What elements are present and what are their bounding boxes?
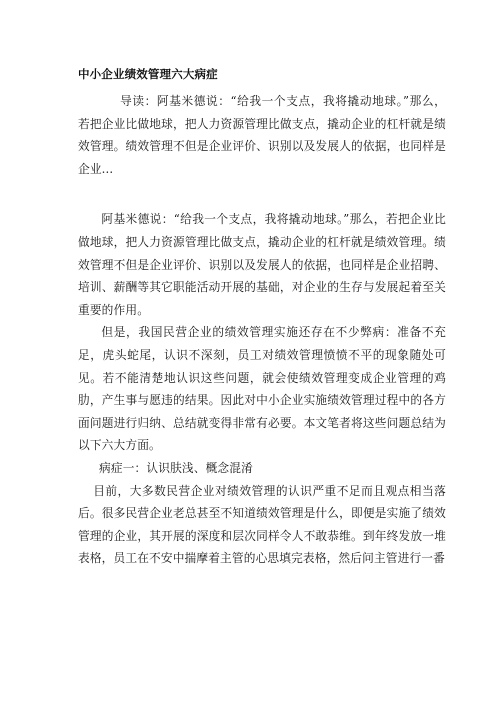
body-paragraph-2: 但是，我国民营企业的绩效管理实施还存在不少弊病：准备不充足，虎头蛇尾，认识不深刻，员工对绩效管理愤愤不平的现象随处可见。若不能清楚地认识这些问题，就会使绩效管理变成企业管理的鸡肋，产生事与愿违的结果。因此对中小企业实施绩效管理过程中的各方面问题进行归纳、总结就变得非常有必要。本文笔者将这些问题总结为以下六大方面。	[78, 325, 446, 453]
section-paragraph-1: 目前，大多数民营企业对绩效管理的认识严重不足而且观点相当落后。很多民营企业老总甚至不知道绩效管理是什么，即便是实施了绩效管理的企业，其开展的深度和层次同样令人不敢恭维。到年终发放一堆表格，员工在不安中揣摩着主管的心思填完表格，然后问主管进行一番	[78, 483, 446, 566]
document-body	[78, 66, 446, 570]
body-paragraph-1: 阿基米德说：“给我一个支点，我将撬动地球。”那么，若把企业比做地球，把人力资源管理比做支点，撬动企业的杠杆就是绩效管理。绩效管理不但是企业评价、识别以及发展人的依据，也同样是企业招聘、培训、薪酬等其它职能活动开展的基础，对企业的生存与发展起着至关重要的作用。	[78, 212, 446, 317]
section-heading-1: 病症一：认识肤浅、概念混淆	[99, 460, 253, 475]
document-title: 中小企业绩效管理六大病症	[78, 67, 218, 81]
intro-paragraph: 导读：阿基米德说：“给我一个支点，我将撬动地球。”那么，若把企业比做地球，把人力资源管理比做支点，撬动企业的杠杆就是绩效管理。绩效管理不但是企业评价、识别以及发展人的依据，也同样是企业...	[78, 94, 446, 176]
paragraph-gap	[78, 180, 446, 208]
